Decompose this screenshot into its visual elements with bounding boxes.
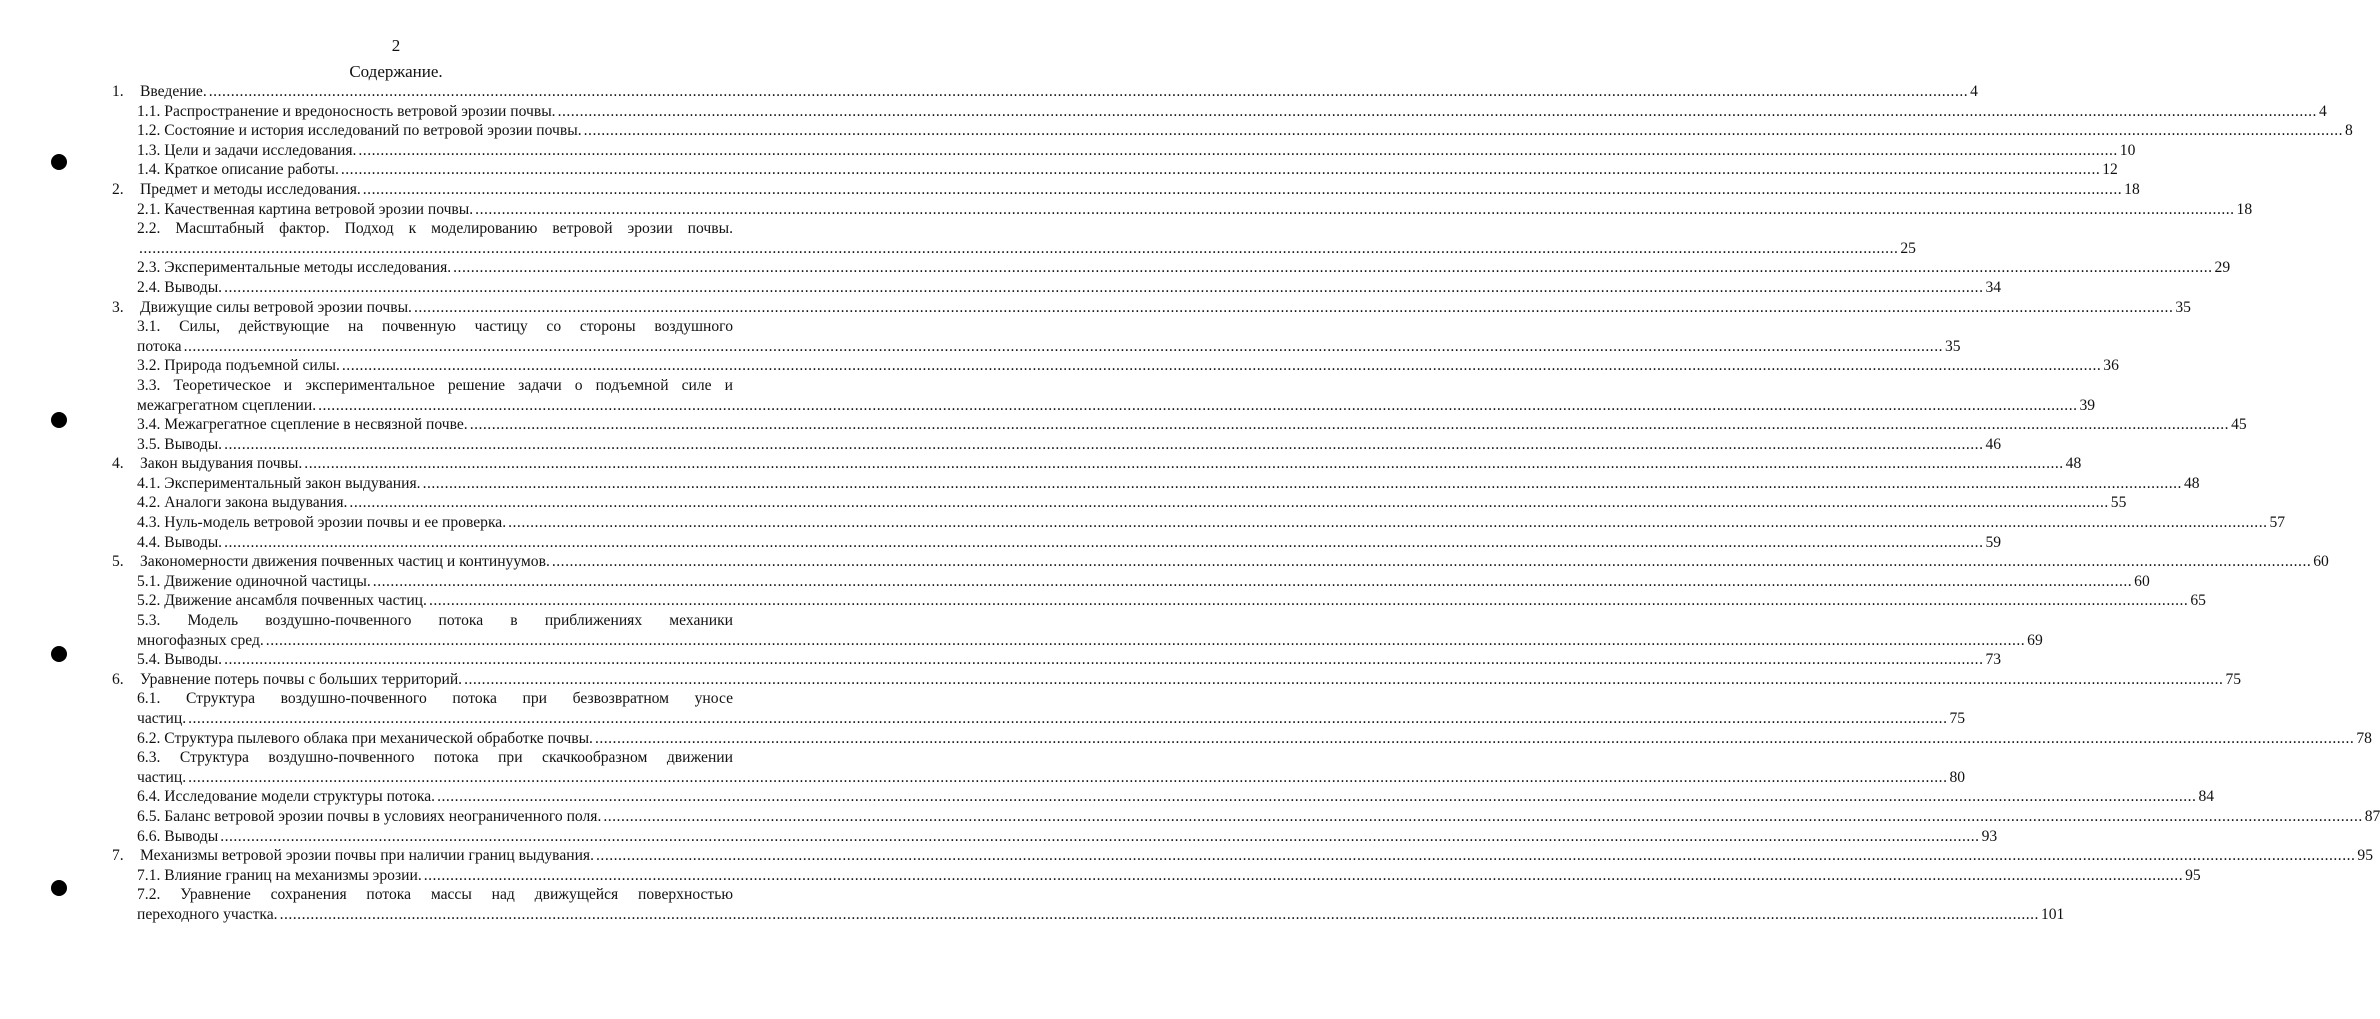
toc-entry	[112, 513, 2286, 533]
leader-dots: ................................................................................................................................................................................................................................................................................................................................................................................................................	[349, 494, 2109, 512]
toc-entry-text-continued: частиц.	[137, 710, 187, 727]
toc-entry-text: Закономерности движения почвенных частиц и континуумов.	[140, 553, 550, 571]
toc-page-number: 45	[2231, 416, 2247, 434]
toc-chapter-number: 6.	[112, 670, 124, 688]
toc-title: Содержание.	[349, 62, 443, 81]
toc-entry	[112, 729, 2372, 749]
leader-dots: ................................................................................................................................................................................................................................................................................................................................................................................................................	[464, 670, 2224, 688]
toc-page-number: 101	[2040, 905, 2065, 923]
leader-dots: ................................................................................................................................................................................................................................................................................................................................................................................................................	[603, 807, 2363, 825]
toc-entry-text: 7.2. Уравнение сохранения потока массы над движущейся поверхностью	[137, 886, 733, 904]
toc-entry-text: 4.3. Нуль-модель ветровой эрозии почвы и ее проверка.	[137, 514, 507, 532]
toc-entry-text: 6.2. Структура пылевого облака при механической обработке почвы.	[137, 729, 593, 747]
toc-page-number: 4	[1970, 83, 1978, 100]
toc-entry-text: 6.5. Баланс ветровой эрозии почвы в условиях неограниченного поля.	[137, 807, 602, 825]
toc-entry-text: 1.3. Цели и задачи исследования.	[137, 141, 357, 159]
toc-entry-text-continued: многофазных сред.	[137, 631, 264, 649]
toc-entry	[112, 278, 2002, 298]
toc-entry	[112, 533, 2002, 553]
leader-dots: ................................................................................................................................................................................................................................................................................................................................................................................................................	[304, 455, 2064, 473]
punch-hole-mark	[51, 880, 67, 896]
leader-dots: ................................................................................................................................................................................................................................................................................................................................................................................................................	[469, 416, 2230, 434]
toc-page-number: 80	[1949, 768, 1966, 786]
leader-dots: ................................................................................................................................................................................................................................................................................................................................................................................................................	[224, 651, 1984, 669]
toc-entry	[112, 356, 2119, 376]
toc-page-number: 4	[2318, 102, 2327, 120]
toc-page-number: 95	[2185, 866, 2201, 884]
leader-dots: ................................................................................................................................................................................................................................................................................................................................................................................................................	[475, 200, 2235, 218]
toc-entry-text: 4.1. Экспериментальный закон выдувания.	[137, 474, 421, 492]
toc-page-number: 60	[2134, 572, 2150, 590]
toc-entry	[112, 787, 2215, 807]
toc-entry	[112, 611, 2043, 650]
leader-dots: ................................................................................................................................................................................................................................................................................................................................................................................................................	[453, 259, 2213, 277]
leader-dots: ................................................................................................................................................................................................................................................................................................................................................................................................................	[188, 768, 1948, 786]
leader-dots: ................................................................................................................................................................................................................................................................................................................................................................................................................	[596, 847, 2356, 865]
toc-entry-text: 5.2. Движение ансамбля почвенных частиц.	[137, 592, 427, 610]
leader-dots: ................................................................................................................................................................................................................................................................................................................................................................................................................	[220, 827, 1980, 845]
toc-page-number: 60	[2313, 553, 2329, 571]
toc-page-number: 35	[2175, 298, 2191, 316]
leader-dots: ................................................................................................................................................................................................................................................................................................................................................................................................................	[265, 631, 2026, 649]
leader-dots: ................................................................................................................................................................................................................................................................................................................................................................................................................	[594, 729, 2355, 747]
leader-dots: ................................................................................................................................................................................................................................................................................................................................................................................................................	[437, 788, 2197, 806]
toc-entry	[112, 317, 1961, 356]
toc-entry-text: 3.2. Природа подъемной силы.	[137, 357, 340, 375]
toc-page-number: 93	[1981, 827, 1998, 845]
toc-page-number: 8	[2345, 122, 2353, 140]
toc-chapter-number: 3.	[112, 298, 124, 316]
leader-dots: ................................................................................................................................................................................................................................................................................................................................................................................................................	[279, 905, 2039, 923]
leader-dots: ................................................................................................................................................................................................................................................................................................................................................................................................................	[224, 533, 1984, 551]
leader-dots: ................................................................................................................................................................................................................................................................................................................................................................................................................	[413, 298, 2174, 316]
toc-page-number: 36	[2103, 357, 2119, 375]
leader-dots: ................................................................................................................................................................................................................................................................................................................................................................................................................	[188, 710, 1948, 727]
toc-entry	[112, 689, 1966, 728]
leader-dots: ................................................................................................................................................................................................................................................................................................................................................................................................................	[372, 572, 2133, 590]
leader-dots: ................................................................................................................................................................................................................................................................................................................................................................................................................	[224, 278, 1984, 296]
toc-entry	[112, 121, 2353, 141]
toc-page-number: 95	[2357, 847, 2373, 865]
toc-entry-text: 5.1. Движение одиночной частицы.	[137, 572, 371, 590]
toc-entry-text: 3.3. Теоретическое и экспериментальное решение задачи о подъемной силе и	[137, 376, 733, 394]
toc-entry	[112, 258, 2231, 278]
toc-page-number: 75	[1949, 710, 1966, 727]
toc-entry-text: Введение.	[140, 83, 207, 100]
toc-page-number: 35	[1944, 337, 1961, 355]
toc-chapter	[112, 846, 2373, 866]
leader-dots: ................................................................................................................................................................................................................................................................................................................................................................................................................	[183, 337, 1943, 355]
toc-page-number: 55	[2110, 494, 2127, 512]
toc-entry	[112, 102, 2327, 122]
toc-entry-text: 6.1. Структура воздушно-почвенного потока при безвозвратном уносе	[137, 690, 733, 708]
toc-entry	[112, 415, 2247, 435]
toc-chapter-number: 4.	[112, 455, 124, 473]
punch-hole-mark	[51, 646, 67, 662]
toc-page-number: 78	[2356, 729, 2372, 747]
toc-chapter	[112, 670, 2242, 690]
toc-entry-text: 3.4. Межагрегатное сцепление в несвязной почве.	[137, 416, 468, 434]
toc-page-number: 12	[2102, 161, 2118, 179]
toc-entry-text: Движущие силы ветровой эрозии почвы.	[140, 298, 412, 316]
toc-page-number: 65	[2190, 592, 2206, 610]
page-number: 2	[391, 36, 401, 55]
toc-entry-text: 4.2. Аналоги закона выдувания.	[137, 494, 348, 512]
toc-entry-text: 4.4. Выводы.	[137, 533, 223, 551]
toc-entry	[112, 200, 2253, 220]
toc-entry	[112, 866, 2201, 886]
toc-entry	[112, 572, 2150, 592]
toc-entry	[112, 474, 2200, 494]
toc-page-number: 29	[2214, 259, 2231, 277]
toc-entry-text: 1.2. Состояние и история исследований по ветровой эрозии почвы.	[137, 122, 582, 140]
toc-chapter-number: 7.	[112, 847, 124, 865]
toc-chapter	[112, 298, 2191, 318]
leader-dots: ................................................................................................................................................................................................................................................................................................................................................................................................................	[224, 435, 1984, 453]
toc-entry-text: 7.1. Влияние границ на механизмы эрозии.	[137, 866, 422, 884]
toc-entry-text: Закон выдувания почвы.	[140, 455, 303, 473]
toc-page-number: 84	[2198, 788, 2215, 806]
toc-entry	[112, 885, 2065, 924]
toc-page-number: 39	[2079, 396, 2096, 414]
table-of-contents	[112, 82, 2380, 925]
toc-entry-text: Уравнение потерь почвы с больших территорий.	[140, 670, 463, 688]
leader-dots: ................................................................................................................................................................................................................................................................................................................................................................................................................	[422, 474, 2182, 492]
toc-entry	[112, 748, 1966, 787]
leader-dots: ................................................................................................................................................................................................................................................................................................................................................................................................................	[358, 141, 2118, 159]
toc-page-number: 73	[1985, 651, 2002, 669]
leader-dots: ................................................................................................................................................................................................................................................................................................................................................................................................................	[557, 102, 2317, 120]
toc-entry-text-continued: потока	[137, 337, 182, 355]
toc-entry-text-continued: частиц.	[137, 768, 187, 786]
toc-chapter-number: 1.	[112, 83, 124, 100]
toc-entry-text: 3.5. Выводы.	[137, 435, 223, 453]
toc-entry-text: 2.1. Качественная картина ветровой эрозии почвы.	[137, 200, 474, 218]
toc-entry-text: 6.4. Исследование модели структуры потока.	[137, 788, 436, 806]
toc-page-number: 48	[2065, 455, 2082, 473]
toc-page-number: 18	[2236, 200, 2253, 218]
toc-entry-text: 1.1. Распространение и вредоносность ветровой эрозии почвы.	[137, 102, 556, 120]
leader-dots: ................................................................................................................................................................................................................................................................................................................................................................................................................	[340, 161, 2101, 179]
toc-page-number: 34	[1985, 278, 2002, 296]
toc-chapter-number: 5.	[112, 553, 124, 571]
toc-entry	[112, 160, 2118, 180]
toc-entry-text: 6.6. Выводы	[137, 827, 219, 845]
toc-entry-text: 2.3. Экспериментальные методы исследования.	[137, 259, 452, 277]
leader-dots: ................................................................................................................................................................................................................................................................................................................................................................................................................	[583, 122, 2344, 140]
toc-entry-text-continued: переходного участка.	[137, 905, 278, 923]
toc-page-number: 48	[2183, 474, 2200, 492]
toc-entry	[112, 376, 2096, 415]
toc-page-number: 57	[2269, 514, 2286, 532]
toc-entry	[112, 591, 2206, 611]
toc-page-number: 18	[2124, 180, 2140, 198]
toc-chapter-number: 2.	[112, 180, 124, 198]
toc-page-number: 75	[2225, 670, 2242, 688]
toc-chapter	[112, 552, 2329, 572]
leader-dots: ................................................................................................................................................................................................................................................................................................................................................................................................................	[139, 239, 1899, 257]
punch-hole-mark	[51, 154, 67, 170]
leader-dots: ................................................................................................................................................................................................................................................................................................................................................................................................................	[318, 396, 2078, 414]
punch-hole-mark	[51, 412, 67, 428]
toc-entry-text: 1.4. Краткое описание работы.	[137, 161, 339, 179]
toc-entry-text: 2.4. Выводы.	[137, 278, 223, 296]
toc-page-number: 46	[1985, 435, 2002, 453]
leader-dots: ................................................................................................................................................................................................................................................................................................................................................................................................................	[508, 514, 2268, 532]
leader-dots: ................................................................................................................................................................................................................................................................................................................................................................................................................	[428, 592, 2189, 610]
toc-entry	[112, 141, 2136, 161]
toc-entry	[112, 650, 2002, 670]
toc-chapter	[112, 454, 2082, 474]
toc-entry-text: 5.3. Модель воздушно-почвенного потока в приближениях механики	[137, 612, 733, 630]
toc-entry-text: 3.1. Силы, действующие на почвенную частицу со стороны воздушного	[137, 318, 733, 336]
leader-dots: ................................................................................................................................................................................................................................................................................................................................................................................................................	[341, 357, 2102, 375]
toc-entry-text: Механизмы ветровой эрозии почвы при наличии границ выдувания.	[140, 847, 595, 865]
leader-dots: ................................................................................................................................................................................................................................................................................................................................................................................................................	[423, 866, 2184, 884]
toc-entry	[112, 219, 1916, 258]
toc-page-number: 59	[1985, 533, 2002, 551]
leader-dots: ................................................................................................................................................................................................................................................................................................................................................................................................................	[208, 83, 1969, 100]
toc-chapter	[112, 82, 1978, 102]
toc-page-number: 87	[2364, 807, 2380, 825]
toc-entry-text: 6.3. Структура воздушно-почвенного потока при скачкообразном движении	[137, 749, 733, 767]
toc-chapter	[112, 180, 2140, 200]
leader-dots: ................................................................................................................................................................................................................................................................................................................................................................................................................	[551, 553, 2312, 571]
toc-entry	[112, 807, 2380, 827]
toc-page-number: 10	[2119, 141, 2136, 159]
toc-entry-text-continued: межагрегатном сцеплении.	[137, 396, 317, 414]
toc-entry	[112, 827, 1998, 847]
toc-page-number: 69	[2027, 631, 2043, 649]
toc-page-number: 25	[1900, 239, 1916, 257]
toc-entry-text: 2.2. Масштабный фактор. Подход к моделированию ветровой эрозии почвы.	[137, 220, 733, 238]
toc-entry-text: 5.4. Выводы.	[137, 651, 223, 669]
toc-entry	[112, 493, 2127, 513]
leader-dots: ................................................................................................................................................................................................................................................................................................................................................................................................................	[362, 180, 2123, 198]
toc-entry	[112, 435, 2002, 455]
toc-entry-text: Предмет и методы исследования.	[140, 180, 361, 198]
